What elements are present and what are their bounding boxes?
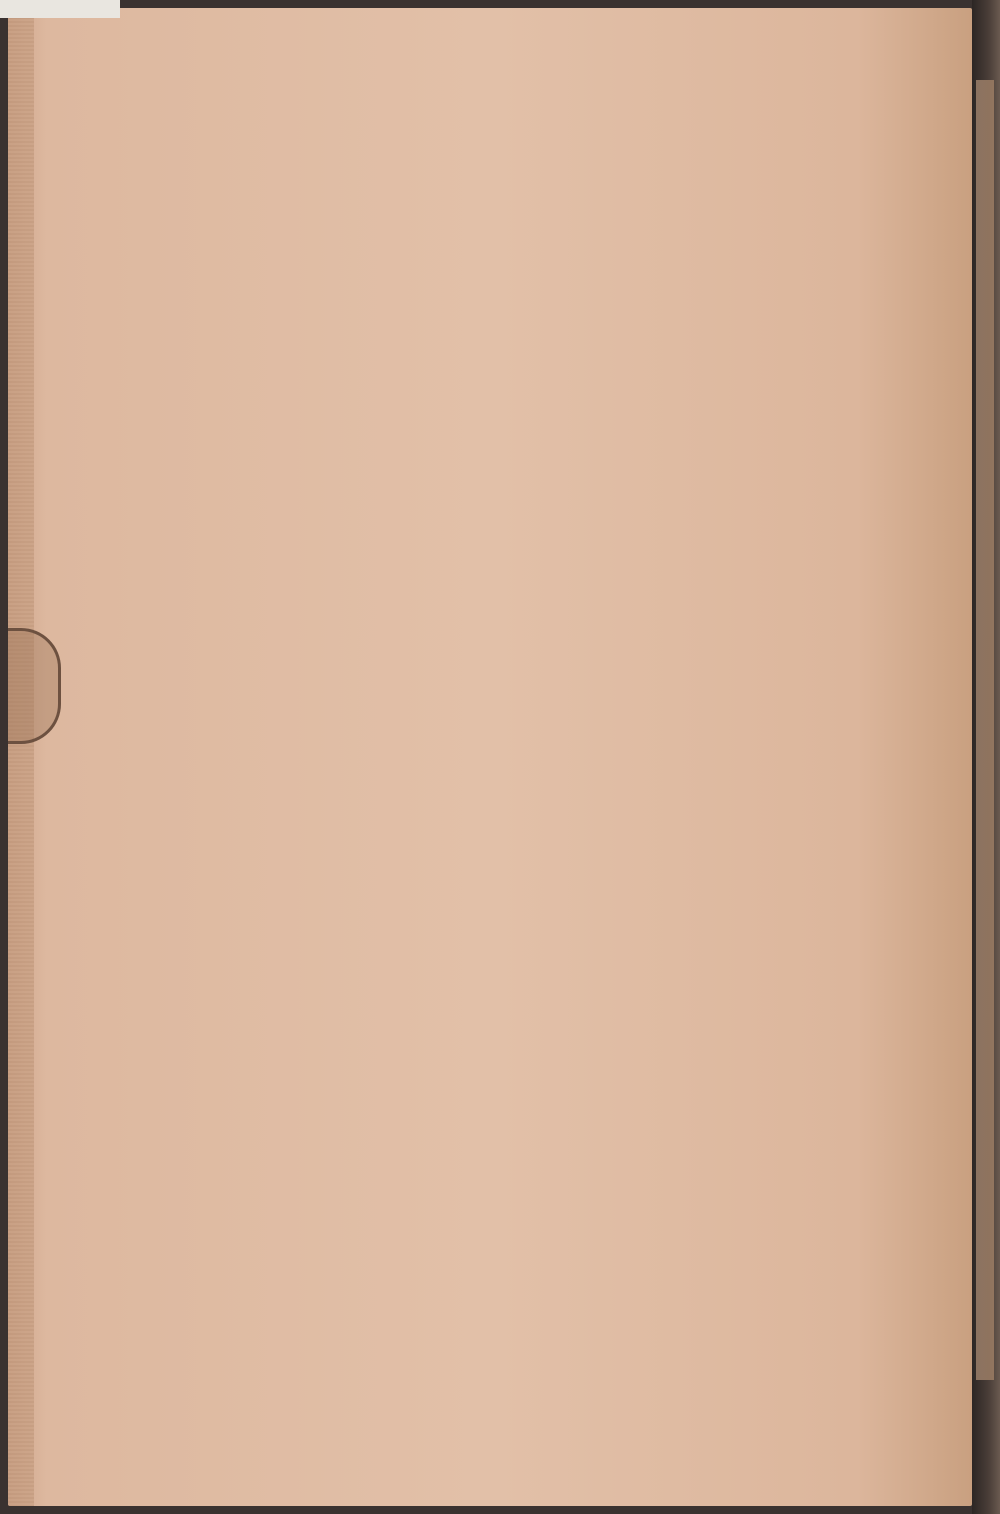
book-clasp (8, 628, 61, 744)
running-header (100, 70, 960, 100)
adjacent-page-edge (972, 0, 1000, 1514)
page-edge-texture (8, 8, 34, 1506)
scan-id-label (0, 0, 120, 18)
adjacent-page-sliver (976, 80, 994, 1380)
book-page (8, 8, 972, 1506)
